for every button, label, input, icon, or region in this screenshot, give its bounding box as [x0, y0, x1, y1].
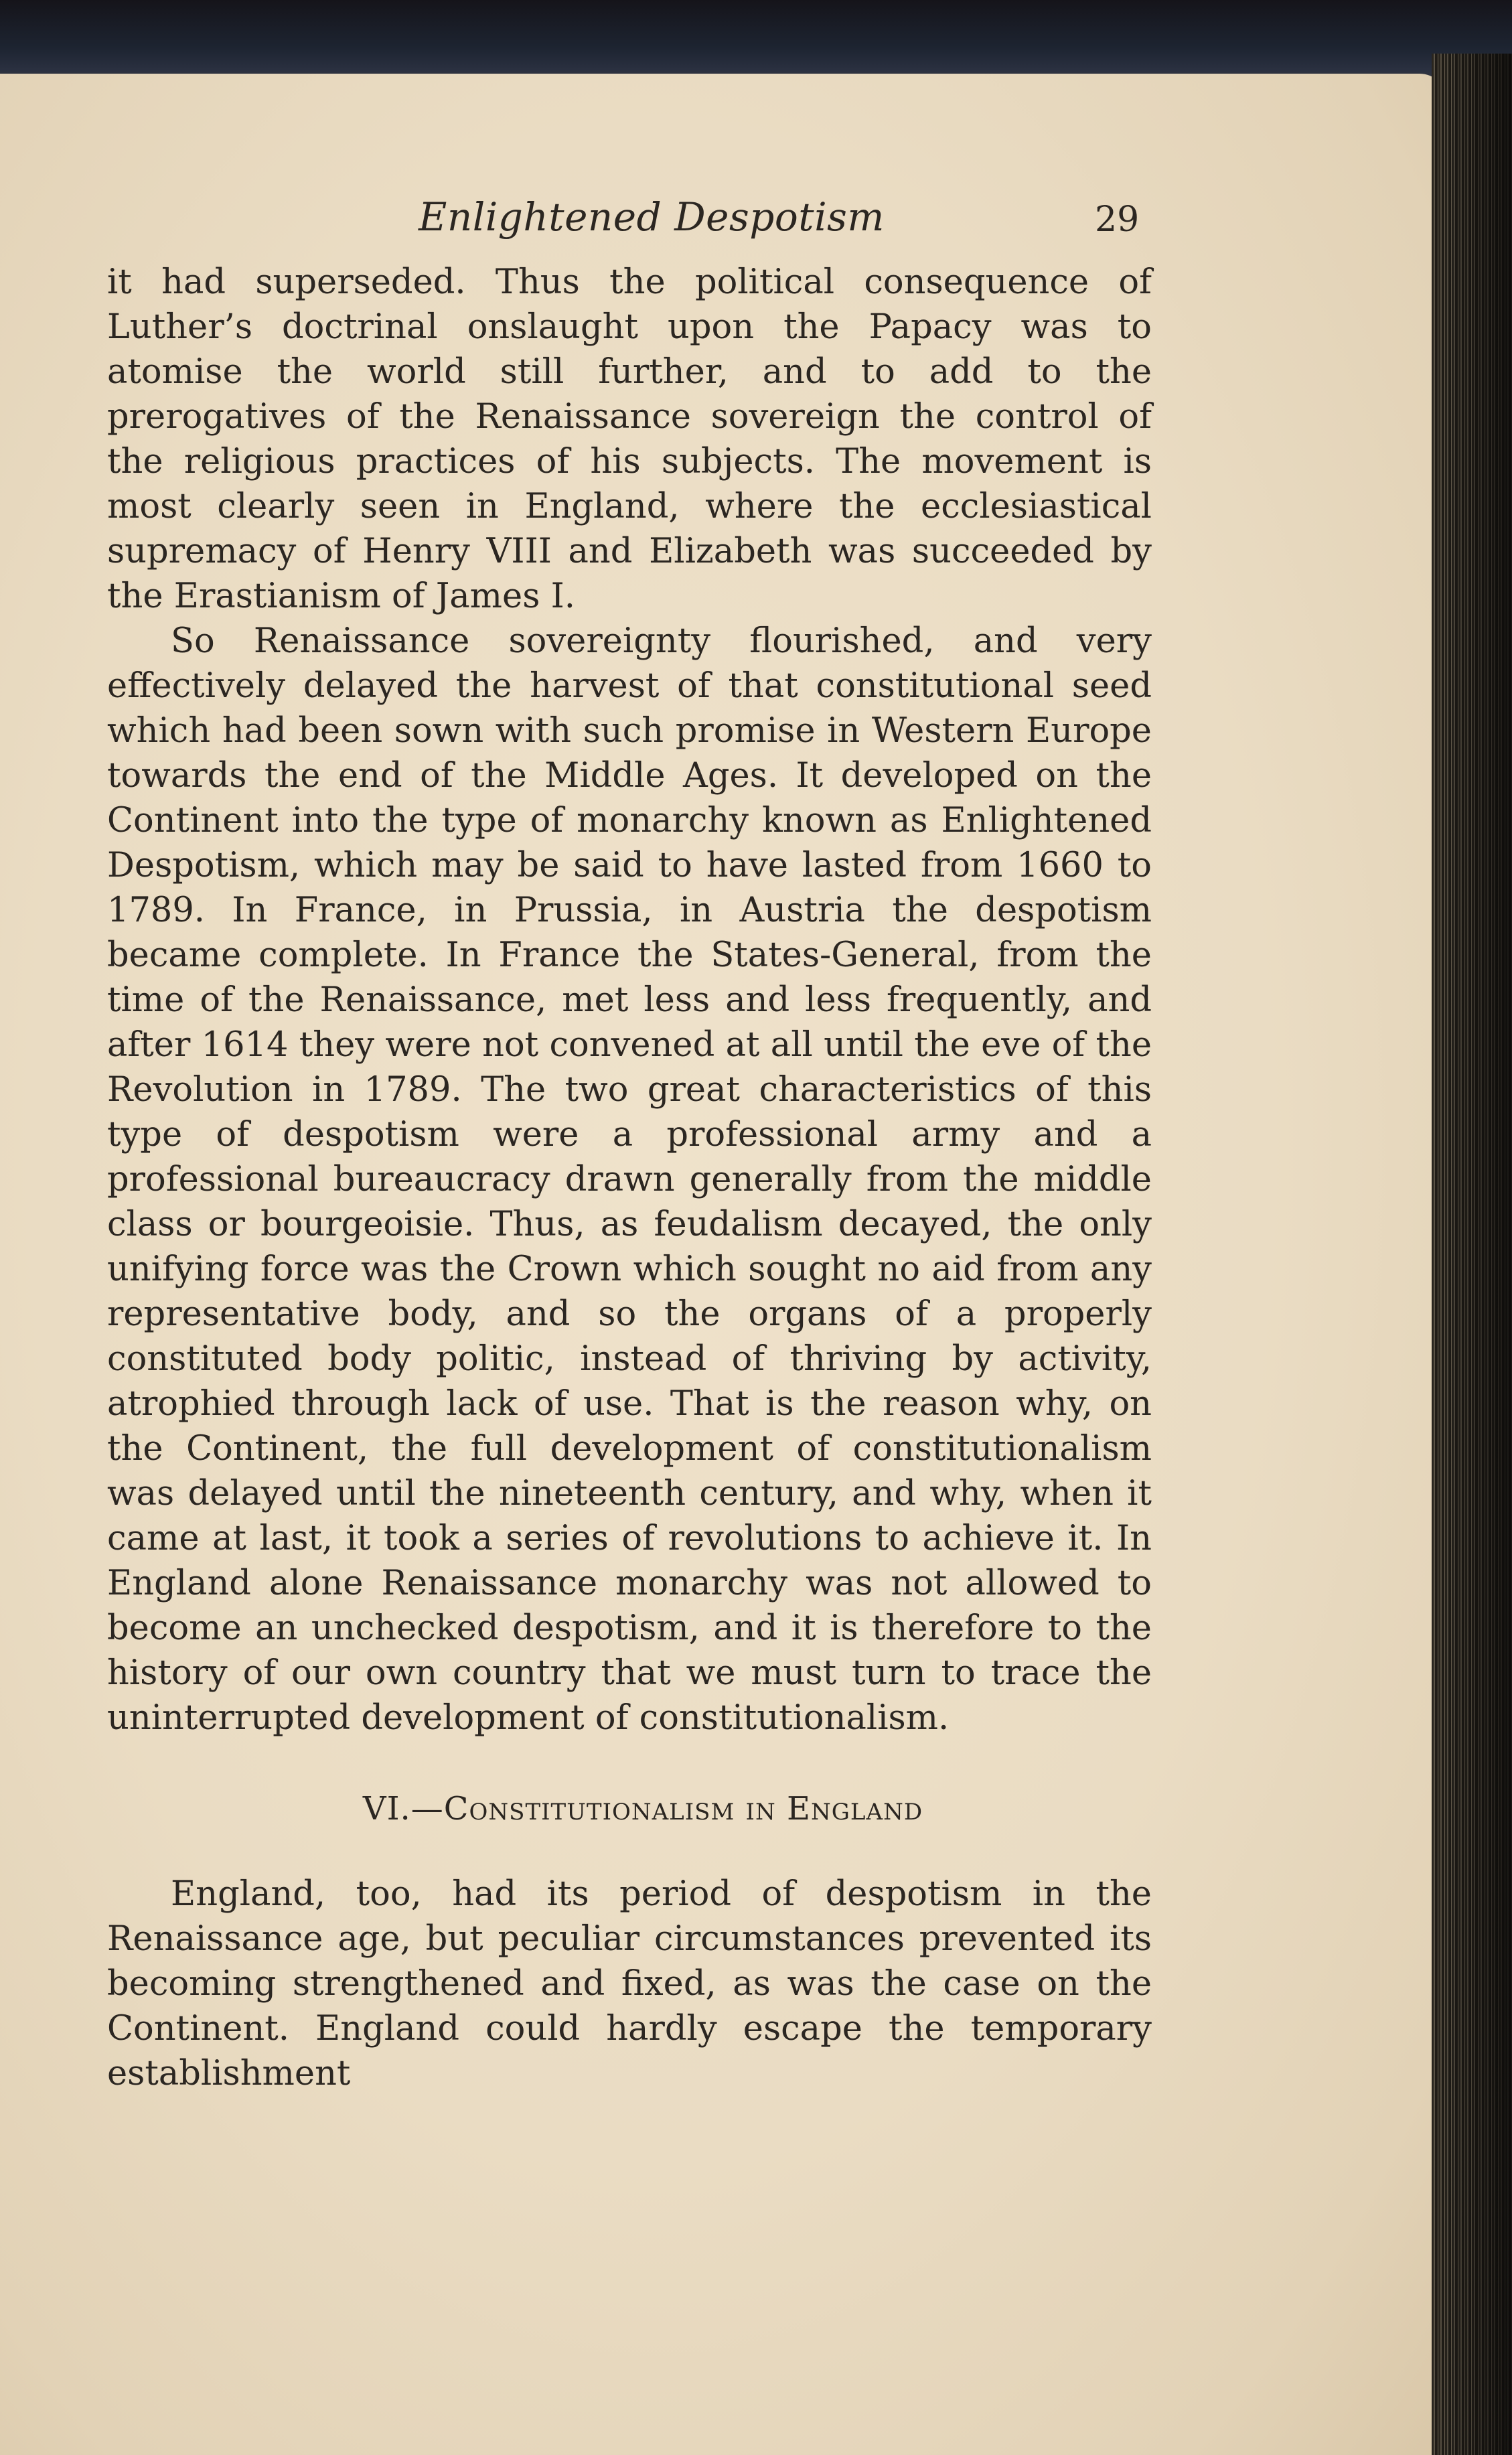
running-head	[107, 174, 1152, 254]
page-number: 29	[1095, 200, 1140, 240]
page-edges-shadow	[1432, 54, 1512, 2455]
running-head-title: Enlightened Despotism	[419, 194, 885, 240]
paragraph-1: it had superseded. Thus the political consequence of Luther’s doctrinal onslaught upon the Papacy was to atomise the world still further, and to add to the prerogatives of the Renaissance sovereign the control of the religious practices of his subjects. The movement is most clearly seen in England, where the ecclesiastical supremacy of Henry VIII and Elizabeth was succeeded by the Erastianism of James I.	[107, 263, 1152, 616]
section-paragraph: England, too, had its period of despotism in the Renaissance age, but peculiar circumstances prevented its becoming strengthened and fixed, as was the case on the Continent. England could hardly escape the temporary establishment	[107, 1874, 1152, 2093]
section-heading: VI.—Constitutionalism in England	[362, 1790, 923, 1828]
page-text	[107, 174, 1152, 2096]
paragraph-2: So Renaissance sovereignty flourished, and very effectively delayed the harvest of that constitutional seed which had been sown with such promise in Western Europe towards the end of the Middle Ages. It developed on the Continent into the type of monarchy known as Enlightened Despotism, which may be said to have lasted from 1660 to 1789. In France, in Prussia, in Austria the despotism became complete. In France the States-General, from the time of the Renaissance, met less and less frequently, and after 1614 they were not convened at all until the eve of the Revolution in 1789. The two great characteristics of this type of despotism were a professional army and a professional bureaucracy drawn generally from the middle class or bourgeoisie. Thus, as feudalism decayed, the only unifying force was the Crown which sought no aid from any representative body, and so the organs of a properly constituted body politic, instead of thriving by activity, atrophied through lack of use. That is the reason why, on the Continent, the full development of constitutionalism was delayed until the nineteenth century, and why, when it came at last, it took a series of revolutions to achieve it. In England alone Renaissance monarchy was not allowed to become an unchecked despotism, and it is therefore to the history of our own country that we must turn to trace the uninterrupted development of constitutionalism.	[107, 621, 1152, 1738]
